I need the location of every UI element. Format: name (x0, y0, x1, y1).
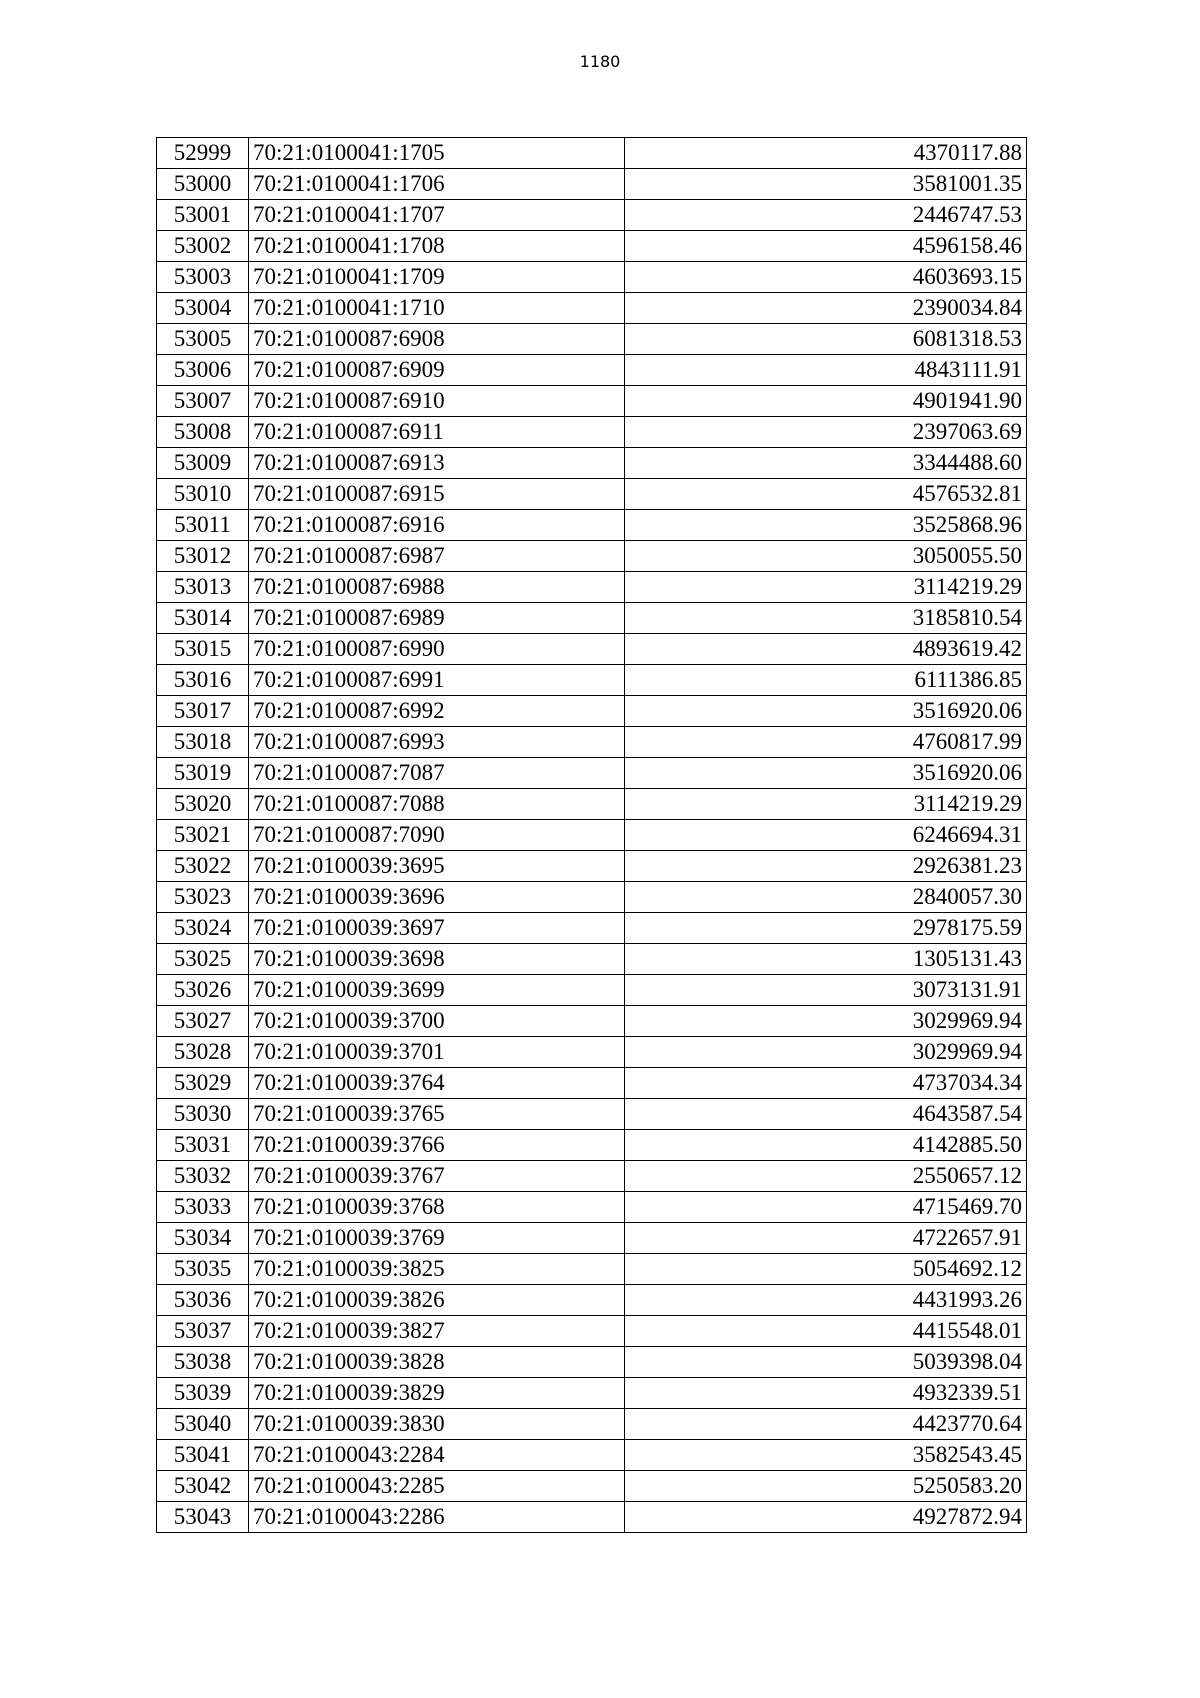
cadastral-number-cell: 70:21:0100041:1707 (249, 200, 625, 231)
row-number-cell: 53025 (157, 944, 249, 975)
row-number-cell: 53026 (157, 975, 249, 1006)
value-cell: 4431993.26 (625, 1285, 1027, 1316)
value-cell: 2390034.84 (625, 293, 1027, 324)
value-cell: 4722657.91 (625, 1223, 1027, 1254)
value-cell: 2550657.12 (625, 1161, 1027, 1192)
cadastral-number-cell: 70:21:0100039:3769 (249, 1223, 625, 1254)
value-cell: 4603693.15 (625, 262, 1027, 293)
table-row (157, 1471, 1027, 1502)
table-row (157, 1223, 1027, 1254)
cadastral-number-cell: 70:21:0100087:6991 (249, 665, 625, 696)
cadastral-number-cell: 70:21:0100043:2285 (249, 1471, 625, 1502)
row-number-cell: 53006 (157, 355, 249, 386)
table-row (157, 913, 1027, 944)
value-cell: 4927872.94 (625, 1502, 1027, 1533)
row-number-cell: 53012 (157, 541, 249, 572)
value-cell: 4423770.64 (625, 1409, 1027, 1440)
table-row (157, 665, 1027, 696)
value-cell: 5039398.04 (625, 1347, 1027, 1378)
cadastral-number-cell: 70:21:0100039:3767 (249, 1161, 625, 1192)
row-number-cell: 53022 (157, 851, 249, 882)
cadastral-number-cell: 70:21:0100087:6993 (249, 727, 625, 758)
cadastral-number-cell: 70:21:0100087:6908 (249, 324, 625, 355)
value-cell: 6081318.53 (625, 324, 1027, 355)
value-cell: 4893619.42 (625, 634, 1027, 665)
cadastral-number-cell: 70:21:0100039:3829 (249, 1378, 625, 1409)
value-cell: 2446747.53 (625, 200, 1027, 231)
value-cell: 4737034.34 (625, 1068, 1027, 1099)
table-row (157, 417, 1027, 448)
value-cell: 4415548.01 (625, 1316, 1027, 1347)
table-row (157, 727, 1027, 758)
value-cell: 4843111.91 (625, 355, 1027, 386)
table-row (157, 1037, 1027, 1068)
table-row (157, 1130, 1027, 1161)
table-row (157, 944, 1027, 975)
cadastral-number-cell: 70:21:0100087:7088 (249, 789, 625, 820)
table-row (157, 386, 1027, 417)
value-cell: 6111386.85 (625, 665, 1027, 696)
cadastral-number-cell: 70:21:0100039:3826 (249, 1285, 625, 1316)
cadastral-number-cell: 70:21:0100087:6915 (249, 479, 625, 510)
value-cell: 6246694.31 (625, 820, 1027, 851)
table-row (157, 293, 1027, 324)
row-number-cell: 53001 (157, 200, 249, 231)
row-number-cell: 53042 (157, 1471, 249, 1502)
row-number-cell: 53016 (157, 665, 249, 696)
cadastral-number-cell: 70:21:0100041:1706 (249, 169, 625, 200)
cadastral-number-cell: 70:21:0100087:6988 (249, 572, 625, 603)
table-row (157, 138, 1027, 169)
row-number-cell: 53035 (157, 1254, 249, 1285)
row-number-cell: 53000 (157, 169, 249, 200)
value-cell: 3029969.94 (625, 1037, 1027, 1068)
value-cell: 4760817.99 (625, 727, 1027, 758)
table-row (157, 355, 1027, 386)
row-number-cell: 53015 (157, 634, 249, 665)
row-number-cell: 53003 (157, 262, 249, 293)
cadastral-number-cell: 70:21:0100041:1705 (249, 138, 625, 169)
row-number-cell: 53011 (157, 510, 249, 541)
table-row (157, 169, 1027, 200)
table-body (157, 138, 1027, 1533)
value-cell: 4576532.81 (625, 479, 1027, 510)
value-cell: 4596158.46 (625, 231, 1027, 262)
row-number-cell: 53009 (157, 448, 249, 479)
cadastral-number-cell: 70:21:0100039:3701 (249, 1037, 625, 1068)
table-row (157, 1068, 1027, 1099)
value-cell: 3581001.35 (625, 169, 1027, 200)
row-number-cell: 53043 (157, 1502, 249, 1533)
table-row (157, 1161, 1027, 1192)
cadastral-number-cell: 70:21:0100043:2284 (249, 1440, 625, 1471)
page-number: 1180 (579, 52, 621, 71)
cadastral-number-cell: 70:21:0100039:3766 (249, 1130, 625, 1161)
row-number-cell: 53024 (157, 913, 249, 944)
cadastral-number-cell: 70:21:0100039:3828 (249, 1347, 625, 1378)
table-row (157, 789, 1027, 820)
row-number-cell: 53040 (157, 1409, 249, 1440)
cadastral-number-cell: 70:21:0100041:1708 (249, 231, 625, 262)
cadastral-number-cell: 70:21:0100039:3825 (249, 1254, 625, 1285)
row-number-cell: 53037 (157, 1316, 249, 1347)
table-row (157, 262, 1027, 293)
value-cell: 3344488.60 (625, 448, 1027, 479)
row-number-cell: 53038 (157, 1347, 249, 1378)
cadastral-number-cell: 70:21:0100087:6989 (249, 603, 625, 634)
row-number-cell: 53023 (157, 882, 249, 913)
value-cell: 5250583.20 (625, 1471, 1027, 1502)
row-number-cell: 53020 (157, 789, 249, 820)
table-row (157, 510, 1027, 541)
value-cell: 4932339.51 (625, 1378, 1027, 1409)
row-number-cell: 53014 (157, 603, 249, 634)
cadastral-number-cell: 70:21:0100039:3827 (249, 1316, 625, 1347)
value-cell: 3582543.45 (625, 1440, 1027, 1471)
table-row (157, 696, 1027, 727)
row-number-cell: 53033 (157, 1192, 249, 1223)
row-number-cell: 53030 (157, 1099, 249, 1130)
table-row (157, 975, 1027, 1006)
cadastral-number-cell: 70:21:0100043:2286 (249, 1502, 625, 1533)
table-row (157, 1409, 1027, 1440)
row-number-cell: 53031 (157, 1130, 249, 1161)
table-row (157, 1378, 1027, 1409)
table-row (157, 851, 1027, 882)
row-number-cell: 53017 (157, 696, 249, 727)
table-row (157, 448, 1027, 479)
cadastral-number-cell: 70:21:0100039:3700 (249, 1006, 625, 1037)
row-number-cell: 53008 (157, 417, 249, 448)
table-row (157, 541, 1027, 572)
cadastral-number-cell: 70:21:0100087:6990 (249, 634, 625, 665)
value-cell: 5054692.12 (625, 1254, 1027, 1285)
row-number-cell: 53013 (157, 572, 249, 603)
row-number-cell: 53041 (157, 1440, 249, 1471)
value-cell: 3525868.96 (625, 510, 1027, 541)
cadastral-number-cell: 70:21:0100041:1709 (249, 262, 625, 293)
cadastral-number-cell: 70:21:0100039:3699 (249, 975, 625, 1006)
row-number-cell: 53039 (157, 1378, 249, 1409)
value-cell: 2978175.59 (625, 913, 1027, 944)
cadastral-number-cell: 70:21:0100087:6911 (249, 417, 625, 448)
table-row (157, 1099, 1027, 1130)
value-cell: 2926381.23 (625, 851, 1027, 882)
table-row (157, 231, 1027, 262)
table-row (157, 758, 1027, 789)
cadastral-number-cell: 70:21:0100087:7090 (249, 820, 625, 851)
table-row (157, 200, 1027, 231)
row-number-cell: 53029 (157, 1068, 249, 1099)
cadastral-number-cell: 70:21:0100039:3830 (249, 1409, 625, 1440)
cadastral-number-cell: 70:21:0100041:1710 (249, 293, 625, 324)
cadastral-number-cell: 70:21:0100039:3697 (249, 913, 625, 944)
row-number-cell: 53005 (157, 324, 249, 355)
cadastral-number-cell: 70:21:0100087:6913 (249, 448, 625, 479)
row-number-cell: 53007 (157, 386, 249, 417)
value-cell: 4142885.50 (625, 1130, 1027, 1161)
value-cell: 4715469.70 (625, 1192, 1027, 1223)
table-row (157, 1285, 1027, 1316)
value-cell: 2840057.30 (625, 882, 1027, 913)
value-cell: 1305131.43 (625, 944, 1027, 975)
cadastral-number-cell: 70:21:0100039:3765 (249, 1099, 625, 1130)
row-number-cell: 53036 (157, 1285, 249, 1316)
row-number-cell: 53028 (157, 1037, 249, 1068)
table-row (157, 1440, 1027, 1471)
table-row (157, 1254, 1027, 1285)
table-row (157, 1502, 1027, 1533)
table-row (157, 882, 1027, 913)
cadastral-number-cell: 70:21:0100039:3696 (249, 882, 625, 913)
table-row (157, 324, 1027, 355)
value-cell: 3114219.29 (625, 572, 1027, 603)
row-number-cell: 53018 (157, 727, 249, 758)
row-number-cell: 53010 (157, 479, 249, 510)
value-cell: 3516920.06 (625, 758, 1027, 789)
cadastral-number-cell: 70:21:0100087:6910 (249, 386, 625, 417)
table-row (157, 1192, 1027, 1223)
row-number-cell: 53032 (157, 1161, 249, 1192)
cadastral-value-table (156, 137, 1027, 1533)
value-cell: 3029969.94 (625, 1006, 1027, 1037)
table-row (157, 603, 1027, 634)
table-row (157, 1316, 1027, 1347)
row-number-cell: 53019 (157, 758, 249, 789)
table-row (157, 1347, 1027, 1378)
cadastral-number-cell: 70:21:0100087:7087 (249, 758, 625, 789)
table-row (157, 572, 1027, 603)
value-cell: 3185810.54 (625, 603, 1027, 634)
value-cell: 2397063.69 (625, 417, 1027, 448)
value-cell: 4370117.88 (625, 138, 1027, 169)
cadastral-number-cell: 70:21:0100039:3698 (249, 944, 625, 975)
cadastral-number-cell: 70:21:0100087:6909 (249, 355, 625, 386)
value-cell: 4901941.90 (625, 386, 1027, 417)
cadastral-number-cell: 70:21:0100087:6987 (249, 541, 625, 572)
value-cell: 3516920.06 (625, 696, 1027, 727)
value-cell: 3114219.29 (625, 789, 1027, 820)
value-cell: 4643587.54 (625, 1099, 1027, 1130)
value-cell: 3073131.91 (625, 975, 1027, 1006)
row-number-cell: 53021 (157, 820, 249, 851)
row-number-cell: 52999 (157, 138, 249, 169)
row-number-cell: 53004 (157, 293, 249, 324)
cadastral-number-cell: 70:21:0100087:6992 (249, 696, 625, 727)
table-row (157, 634, 1027, 665)
cadastral-number-cell: 70:21:0100039:3695 (249, 851, 625, 882)
row-number-cell: 53027 (157, 1006, 249, 1037)
value-cell: 3050055.50 (625, 541, 1027, 572)
table-row (157, 820, 1027, 851)
row-number-cell: 53002 (157, 231, 249, 262)
table-row (157, 479, 1027, 510)
table-row (157, 1006, 1027, 1037)
cadastral-number-cell: 70:21:0100039:3768 (249, 1192, 625, 1223)
cadastral-number-cell: 70:21:0100087:6916 (249, 510, 625, 541)
cadastral-number-cell: 70:21:0100039:3764 (249, 1068, 625, 1099)
row-number-cell: 53034 (157, 1223, 249, 1254)
